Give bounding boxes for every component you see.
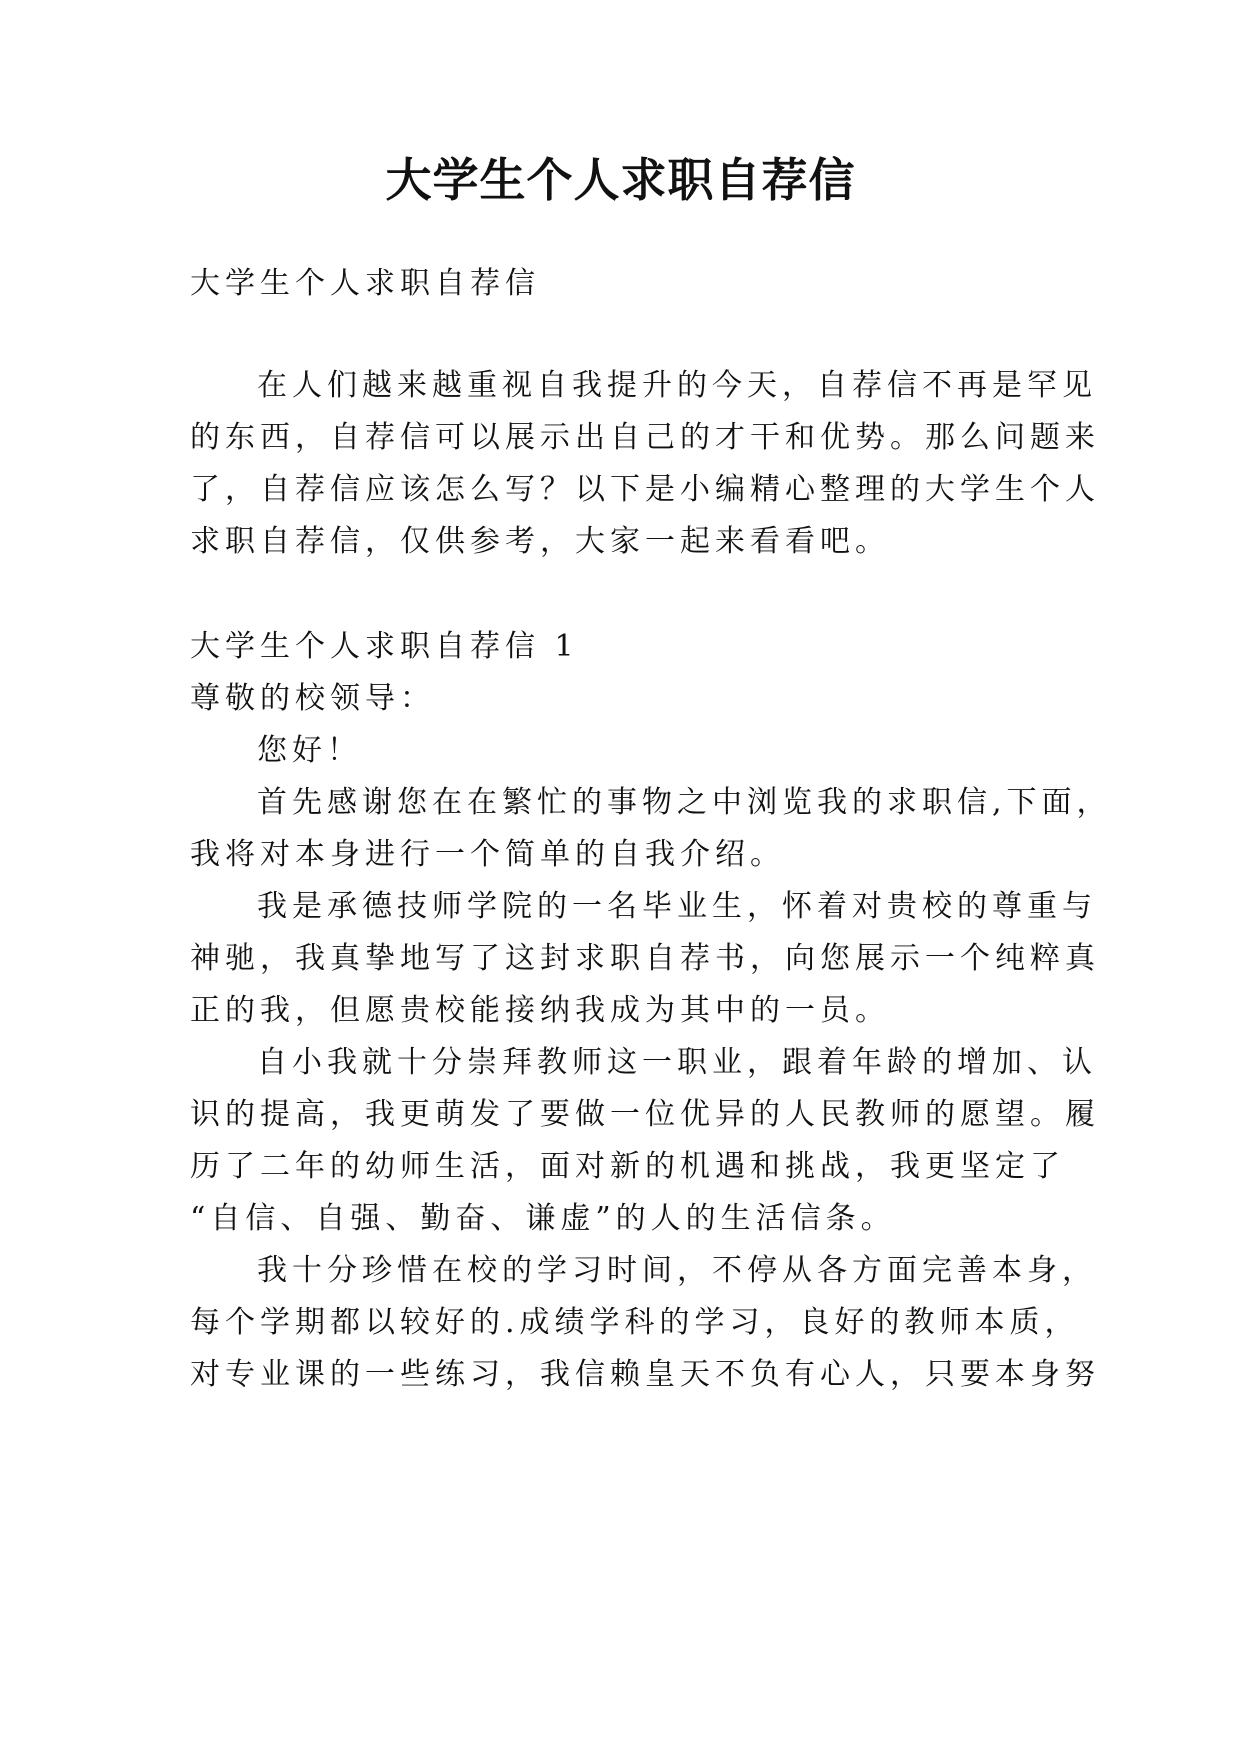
paragraph-line: 识的提高，我更萌发了要做一位优异的人民教师的愿望。履 [190, 1097, 1100, 1132]
paragraph-line: “自信、自强、勤奋、谦虚”的人的生活信条。 [190, 1201, 896, 1236]
intro-line: 的东西，自荐信可以展示出自己的才干和优势。那么问题来 [190, 420, 1100, 455]
section-heading: 大学生个人求职自荐信 1 [190, 629, 579, 664]
paragraph-line: 自小我就十分崇拜教师这一职业，跟着年龄的增加、认 [257, 1045, 1097, 1080]
paragraph-line: 首先感谢您在在繁忙的事物之中浏览我的求职信,下面， [257, 785, 1112, 820]
salutation: 尊敬的校领导： [190, 681, 435, 716]
paragraph-line: 神驰，我真挚地写了这封求职自荐书，向您展示一个纯粹真 [190, 941, 1100, 976]
intro-line: 在人们越来越重视自我提升的今天，自荐信不再是罕见 [257, 368, 1097, 403]
paragraph-line: 对专业课的一些练习，我信赖皇天不负有心人，只要本身努 [190, 1357, 1100, 1392]
greeting: 您好！ [257, 733, 362, 768]
paragraph-line: 历了二年的幼师生活，面对新的机遇和挑战，我更坚定了 [190, 1149, 1065, 1184]
intro-line: 求职自荐信，仅供参考，大家一起来看看吧。 [190, 524, 890, 559]
document-title: 大学生个人求职自荐信 [385, 153, 856, 207]
paragraph-line: 每个学期都以较好的.成绩学科的学习，良好的教师本质， [190, 1305, 1080, 1340]
paragraph-line: 正的我，但愿贵校能接纳我成为其中的一员。 [190, 993, 890, 1028]
intro-line: 了，自荐信应该怎么写？以下是小编精心整理的大学生个人 [190, 472, 1100, 507]
paragraph-line: 我十分珍惜在校的学习时间，不停从各方面完善本身， [257, 1253, 1097, 1288]
paragraph-line: 我是承德技师学院的一名毕业生，怀着对贵校的尊重与 [257, 889, 1097, 924]
paragraph-line: 我将对本身进行一个简单的自我介绍。 [190, 837, 785, 872]
document-subtitle: 大学生个人求职自荐信 [190, 266, 540, 301]
